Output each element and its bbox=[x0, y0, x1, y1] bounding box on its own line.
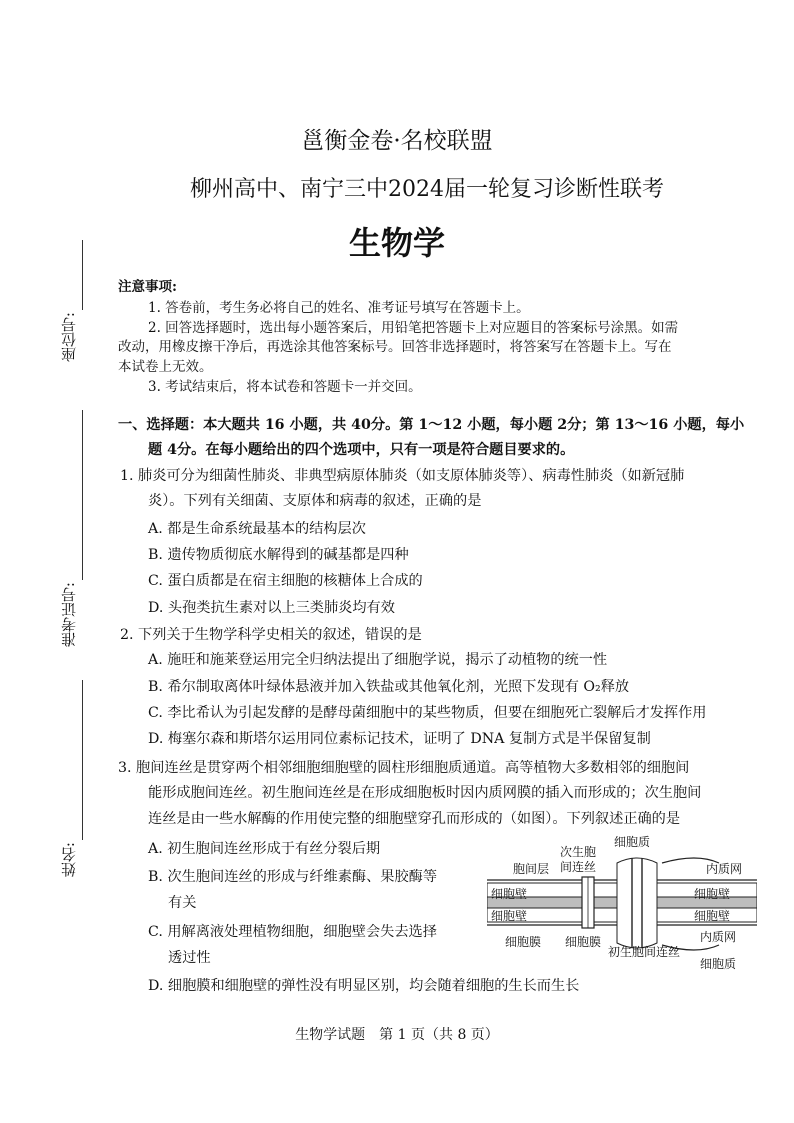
section-heading: 一、选择题：本大题共 16 小题，共 40分。第 1～12 小题，每小题 2分；第 13～16 小题，每小 bbox=[118, 417, 745, 433]
notice-item: 改动，用橡皮擦干净后，再选涂其他答案标号。回答非选择题时，将答案写在答题卡上。写在 bbox=[118, 339, 672, 355]
option: D. 细胞膜和细胞壁的弹性没有明显区别，均会随着细胞的生长而生长 bbox=[148, 978, 580, 994]
name-label: 姓名: bbox=[60, 842, 78, 878]
label-wall: 细胞壁 bbox=[694, 909, 731, 923]
option: A. 初生胞间连丝形成于有丝分裂后期 bbox=[148, 841, 381, 857]
option: 有关 bbox=[168, 895, 197, 911]
option: C. 李比希认为引起发酵的是酵母菌细胞中的某些物质，但要在细胞死亡裂解后才发挥作用 bbox=[148, 705, 707, 721]
option: B. 遗传物质彻底水解得到的碱基都是四种 bbox=[148, 547, 409, 563]
notice-item: 本试卷上无效。 bbox=[118, 359, 213, 375]
name-line bbox=[82, 680, 83, 840]
label-wall: 细胞壁 bbox=[491, 909, 528, 923]
option: D. 梅塞尔森和斯塔尔运用同位素标记技术，证明了 DNA 复制方式是半保留复制 bbox=[148, 731, 651, 747]
label-er-bottom: 内质网 bbox=[700, 930, 737, 944]
page-footer: 生物学试题 第 1 页（共 8 页） bbox=[295, 1027, 499, 1043]
section-heading: 题 4分。在每小题给出的四个选项中，只有一项是符合题目要求的。 bbox=[148, 442, 575, 458]
notice-title: 注意事项: bbox=[118, 279, 177, 295]
ticket-line bbox=[82, 410, 83, 580]
question-stem: 3. 胞间连丝是贯穿两个相邻细胞细胞壁的圆柱形细胞质通道。高等植物大多数相邻的细胞间 bbox=[118, 760, 690, 776]
label-cytoplasm-bottom: 细胞质 bbox=[700, 957, 737, 971]
ticket-label: 准考证号: bbox=[60, 582, 78, 648]
question-stem: 1. 肺炎可分为细菌性肺炎、非典型病原体肺炎（如支原体肺炎等）、病毒性肺炎（如新冠肺 bbox=[120, 468, 685, 484]
label-primary-pd: 初生胞间连丝 bbox=[608, 945, 681, 959]
option: C. 蛋白质都是在宿主细胞的核糖体上合成的 bbox=[148, 573, 423, 589]
seat-label: 座位号: bbox=[60, 312, 78, 363]
label-membrane: 细胞膜 bbox=[505, 935, 542, 949]
option: C. 用解离液处理植物细胞，细胞壁会失去选择 bbox=[148, 924, 437, 940]
label-cytoplasm-top: 细胞质 bbox=[614, 835, 651, 849]
exam-name: 柳州高中、南宁三中2024届一轮复习诊断性联考 bbox=[190, 177, 664, 202]
question-stem: 炎）。下列有关细菌、支原体和病毒的叙述，正确的是 bbox=[148, 493, 482, 509]
label-secondary-pd: 间连丝 bbox=[560, 860, 597, 874]
option: A. 施旺和施莱登运用完全归纳法提出了细胞学说，揭示了动植物的统一性 bbox=[148, 652, 608, 668]
label-wall: 细胞壁 bbox=[694, 887, 731, 901]
question-stem: 2. 下列关于生物学科学史相关的叙述，错误的是 bbox=[120, 627, 422, 643]
question-stem: 能形成胞间连丝。初生胞间连丝是在形成细胞板时因内质网膜的插入而形成的；次生胞间 bbox=[148, 785, 702, 801]
option: 透过性 bbox=[168, 950, 211, 966]
label-er-top: 内质网 bbox=[706, 862, 743, 876]
option: A. 都是生命系统最基本的结构层次 bbox=[148, 521, 366, 537]
notice-item: 1. 答卷前，考生务必将自己的姓名、准考证号填写在答题卡上。 bbox=[148, 300, 530, 316]
notice-item: 3. 考试结束后，将本试卷和答题卡一并交回。 bbox=[148, 379, 422, 395]
exam-series: 邕衡金卷·名校联盟 bbox=[301, 128, 493, 154]
option: B. 希尔制取离体叶绿体悬液并加入铁盐或其他氧化剂，光照下发现有 O₂释放 bbox=[148, 679, 630, 695]
label-membrane: 细胞膜 bbox=[565, 935, 602, 949]
option: D. 头孢类抗生素对以上三类肺炎均有效 bbox=[148, 600, 395, 616]
option: B. 次生胞间连丝的形成与纤维素酶、果胶酶等 bbox=[148, 869, 438, 885]
label-middle-lamella: 胞间层 bbox=[513, 862, 550, 876]
notice-item: 2. 回答选择题时，选出每小题答案后，用铅笔把答题卡上对应题目的答案标号涂黑。如需 bbox=[148, 320, 679, 336]
question-stem: 连丝是由一些水解酶的作用使完整的细胞壁穿孔而形成的（如图）。下列叙述正确的是 bbox=[148, 811, 681, 827]
subject-title: 生物学 bbox=[348, 224, 445, 262]
label-wall: 细胞壁 bbox=[491, 887, 528, 901]
label-secondary-pd: 次生胞 bbox=[560, 845, 597, 859]
